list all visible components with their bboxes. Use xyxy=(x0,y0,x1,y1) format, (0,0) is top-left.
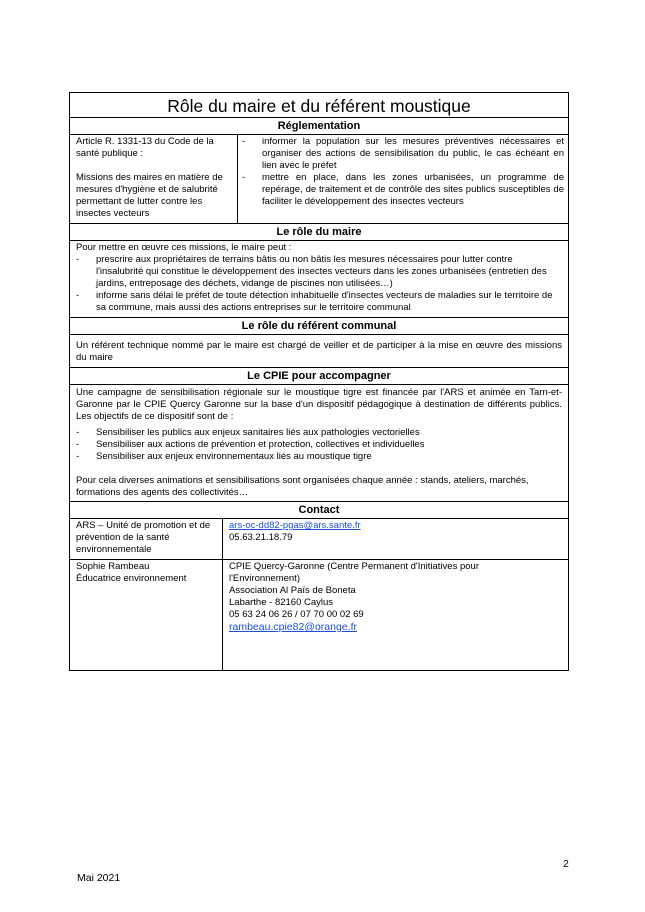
section-heading-role-referent: Le rôle du référent communal xyxy=(69,318,569,335)
section-heading-contact: Contact xyxy=(69,502,569,519)
list-item: - mettre en place, dans les zones urbanisées, un programme de repérage, de traitement et de contrôle des sites publics susceptibles de faciliter le développement des insectes vecteurs xyxy=(242,172,564,207)
contact-row-cpie xyxy=(69,560,569,671)
reglementation-missions xyxy=(238,135,568,223)
list-item: - Sensibiliser aux enjeux environnementaux liés au moustique tigre xyxy=(76,451,372,462)
ars-phone: 05.63.21.18.79 xyxy=(229,532,293,543)
contact-role: Éducatrice environnement xyxy=(76,573,187,584)
ars-email-link[interactable]: ars-oc-dd82-pgas@ars.sante.fr xyxy=(229,520,361,531)
list-item: - Sensibiliser aux actions de prévention et protection, collectives et individuelles xyxy=(76,439,425,450)
contact-row-ars xyxy=(69,519,569,560)
list-item: - informe sans délai le préfet de toute détection inhabituelle d'insectes vecteurs de maladies sur le territoire de sa commune, mais aussi des actions entreprises sur le territoire communal xyxy=(76,290,553,313)
cpie-contact-person xyxy=(70,560,223,670)
section-heading-reglementation: Réglementation xyxy=(69,118,569,135)
cpie-email-link[interactable]: rambeau.cpie82@orange.fr xyxy=(229,621,357,633)
cpie-content xyxy=(69,385,569,502)
page-title: Rôle du maire et du référent moustique xyxy=(69,92,569,118)
reglementation-reference: Article R. 1331-13 du Code de la santé publique : Missions des maires en matière de mesures d'hygiène et de salubrité permettant de lutter contre les insectes vecteurs xyxy=(70,135,238,223)
ars-details xyxy=(223,519,568,559)
reglementation-row xyxy=(69,135,569,224)
cpie-contact-details: CPIE Quercy-Garonne (Centre Permanent d'Initiatives pour l'Environnement) Association Al Païs de Boneta Labarthe - 82160 Caylus 05 63 24 06 26 / 07 70 00 02 69 rambeau.cpie82@orange.fr xyxy=(229,561,479,633)
list-item: - informer la population sur les mesures préventives nécessaires et organiser des actions de sensibilisation du public, le cas échéant en lien avec le préfet xyxy=(242,136,564,171)
section-heading-role-maire: Le rôle du maire xyxy=(69,224,569,241)
list-item: - prescrire aux propriétaires de terrains bâtis ou non bâtis les mesures nécessaires pour lutter contre l'insalubrité qui constitue le développement des insectes vecteurs dans les zones urbanisées (entretien des jardins, entreposage des déchets, vidange de piscines non utilisées…) xyxy=(76,254,547,289)
contact-name: Sophie Rambeau xyxy=(76,561,150,572)
page-number: 2 xyxy=(563,858,569,870)
list-item: - Sensibiliser les publics aux enjeux sanitaires liés aux pathologies vectorielles xyxy=(76,427,420,438)
cpie-outro: Pour cela diverses animations et sensibilisations sont organisées chaque année : stands, ateliers, marchés, formations des agents des collectivités… xyxy=(76,475,529,498)
info-table xyxy=(69,92,569,671)
ars-name: ARS – Unité de promotion et de prévention de la santé environnementale xyxy=(70,519,223,559)
role-referent-text: Un référent technique nommé par le maire est chargé de veiller et de participer à la mise en œuvre des missions du maire xyxy=(69,335,569,368)
footer-date: Mai 2021 xyxy=(77,872,121,884)
role-maire-content: Pour mettre en œuvre ces missions, le maire peut : - prescrire aux propriétaires de terrains bâtis ou non bâtis les mesures nécessaires pour lutter contre l'insalubrité qui constitue le développement des insectes vecteurs dans les zones urbanisées (entretien des jardins, entreposage des déchets, vidange de piscines non utilisées…) - informe sans délai le préfet de toute détection inhabituelle d'insectes vecteurs de maladies sur le territoire de sa commune, mais aussi des actions entreprises sur le territoire communal xyxy=(69,241,569,318)
cpie-intro: Une campagne de sensibilisation régionale sur le moustique tigre est financée par l'ARS et animée en Tarn-et-Garonne par le CPIE Quercy Garonne sur la base d'un dispositif pédagogique à destination de différents publics. Les objectifs de ce dispositif sont de : xyxy=(76,387,562,422)
section-heading-cpie: Le CPIE pour accompagner xyxy=(69,368,569,385)
